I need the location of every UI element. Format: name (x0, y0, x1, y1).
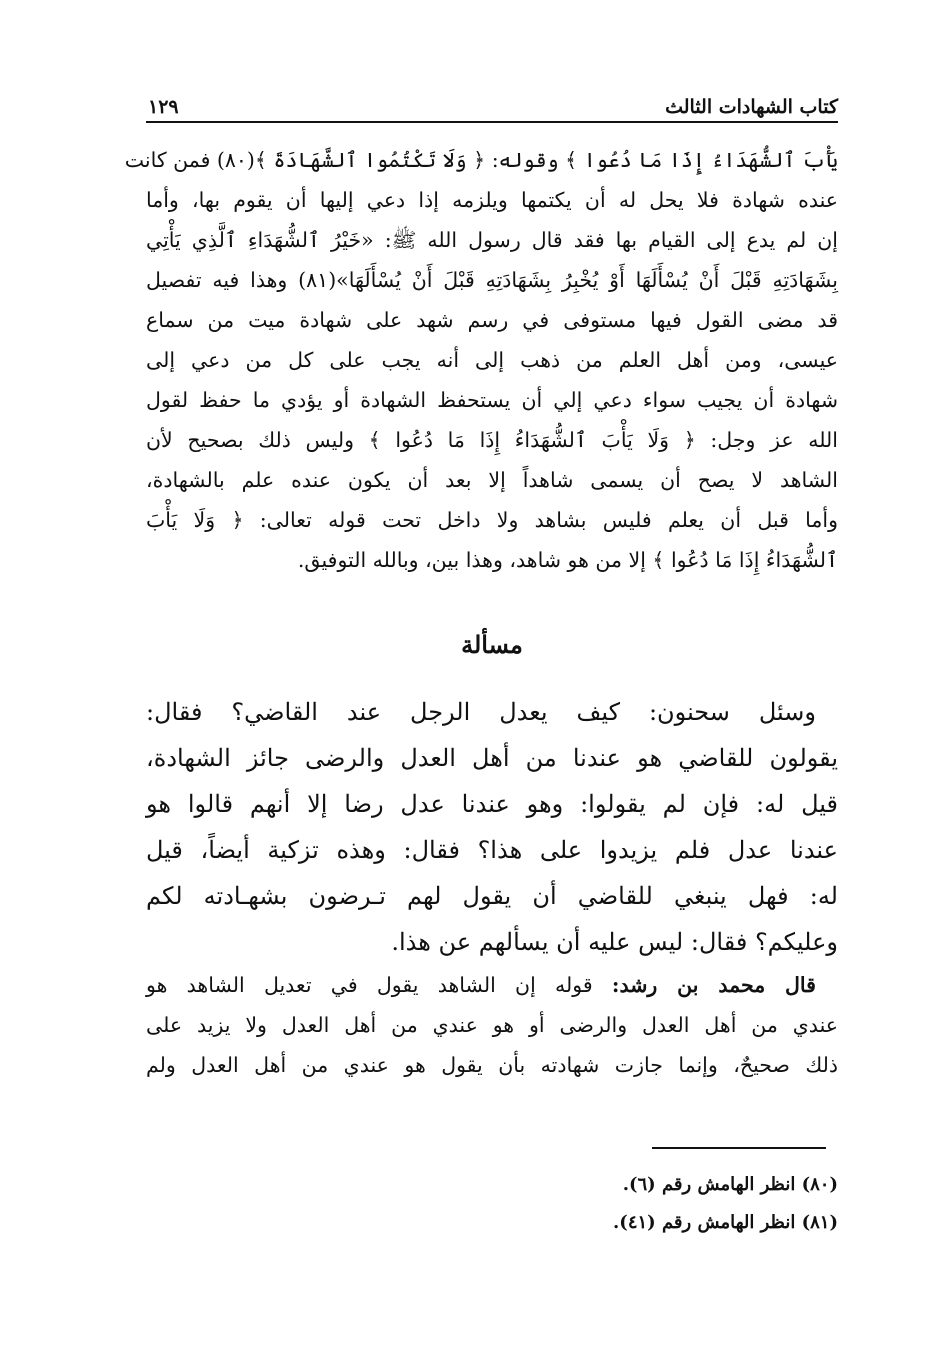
text-line: الشاهد لا يصح أن يسمى شاهداً إلا بعد أن يكون عنده علم بالشهادة، (146, 468, 838, 492)
text-line: يَأْبَ ٱلشُّهَدَاءُ إِذَا مَا دُعُوا ﴾ وقوله: ﴿ وَلَا تَكْتُمُوا ٱلشَّهَادَةَ ﴾(٨٠) فمن كانت (124, 148, 838, 172)
footnote-rule (652, 1147, 826, 1149)
text-line: عندي من أهل العدل والرضى أو هو عندي من أهل العدل ولا يزيد على (146, 1013, 838, 1037)
text-line: إن لم يدع إلى القيام بها فقد قال رسول الله ﷺ: «خَيْرُ ٱلشُّهَدَاءِ ٱلَّذِي يَأْتِي (146, 228, 838, 252)
text-span: قوله إن الشاهد يقول في تعديل الشاهد هو (146, 973, 612, 997)
footnote-81: (٨١) انظر الهامش رقم (٤١). (613, 1212, 838, 1233)
text-line: عنده شهادة فلا يحل له أن يكتمها ويلزمه إذا دعي إليها أن يقوم بها، وأما (146, 188, 838, 212)
text-line: وسئل سحنون: كيف يعدل الرجل عند القاضي؟ فقال: (146, 698, 816, 726)
text-line: عيسى، ومن أهل العلم من ذهب إلى أنه يجب على كل من دعي إلى (146, 348, 838, 372)
text-line: وعليكم؟ فقال: ليس عليه أن يسألهم عن هذا. (391, 928, 838, 956)
text-line: يقولون للقاضي هو عندنا من أهل العدل والرضى جائز الشهادة، (146, 744, 838, 772)
text-line: عندنا عدل فلم يزيدوا على هذا؟ فقال: وهذه تزكية أيضاً، قيل (146, 836, 838, 864)
header-rule (146, 121, 838, 123)
text-line: وأما قبل أن يعلم فليس بشاهد ولا داخل تحت قوله تعالى: ﴿ وَلَا يَأْبَ (146, 508, 838, 532)
footnote-80: (٨٠) انظر الهامش رقم (٦). (622, 1174, 838, 1195)
running-title: كتاب الشهادات الثالث (665, 96, 838, 118)
text-line (146, 966, 838, 1004)
text-line: ٱلشُّهَدَاءُ إِذَا مَا دُعُوا ﴾ إلا من هو شاهد، وهذا بين، وبالله التوفيق. (297, 548, 838, 572)
text-line: بِشَهَادَتِهِ قَبْلَ أَنْ يُسْأَلَهَا أَوْ يُخْبِرُ بِشَهَادَتِهِ قَبْلَ أَنْ يُسْأَلَهَا»(٨١) وهذا فيه تفصيل (146, 268, 838, 292)
text-line: الله عز وجل: ﴿ وَلَا يَأْبَ ٱلشُّهَدَاءُ إِذَا مَا دُعُوا ﴾ وليس ذلك بصحيح لأن (146, 428, 838, 452)
page-header (148, 88, 838, 118)
text-line: ذلك صحيحٌ، وإنما جازت شهادته بأن يقول هو عندي من أهل العدل ولم (146, 1053, 838, 1077)
commentator-lead: قال محمد بن رشد: (611, 973, 816, 997)
text-line: له: فهل ينبغي للقاضي أن يقول لهم تـرضون بشهـادته لكم (146, 882, 838, 910)
page-number: ١٢٩ (148, 96, 179, 118)
text-line: قيل له: فإن لم يقولوا: وهو عندنا عدل رضا إلا أنهم قالوا هو (146, 790, 838, 818)
section-title: مسألة (461, 630, 523, 659)
text-line: شهادة أن يجيب سواء دعي إلي أن يستحفظ الشهادة أو يؤدي ما حفظ لقول (146, 388, 838, 412)
text-line: قد مضى القول فيها مستوفى في رسم شهد على شهادة ميت من سماع (146, 308, 838, 332)
